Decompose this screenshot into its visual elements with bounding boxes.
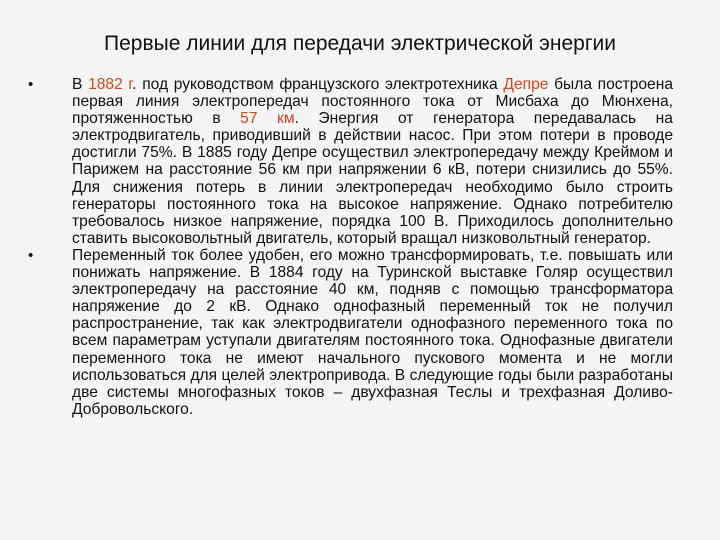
bullet-icon: •: [28, 76, 34, 93]
highlight-year: 1882 г: [88, 76, 133, 93]
list-item: [28, 76, 673, 247]
slide-title: Первые линии для передачи электрической энергии: [104, 32, 616, 55]
paragraph-text: В: [72, 76, 89, 93]
paragraph-text: . под руководством французского электротехника: [132, 76, 504, 93]
paragraph-ac-lines: Переменный ток более удобен, его можно трансформировать, т.е. повышать или понижать напряжение. В 1884 году на Туринской выставке Голяр осуществил электропередачу на расстояние 40 км, подняв с помощью трансформатора напряжение до 2 кВ. Однако однофазный переменный ток не получил распространение, так как электродвигатели однофазного переменного тока по всем параметрам уступали двигателям постоянного тока. Однофазные двигатели переменного тока не имеют начального пускового момента и не могли использоваться для целей электропривода. В следующие годы были разработаны две системы многофазных токов – двухфазная Теслы и трехфазная Доливо-Добровольского.: [72, 246, 673, 418]
paragraph-dc-lines: [72, 76, 673, 247]
highlight-distance: 57 км: [240, 110, 295, 128]
bullet-icon: •: [28, 246, 34, 264]
list-item: [28, 247, 673, 418]
paragraph-text: была построена первая линия электропередач постоянного тока от Мисбаха до Мюнхена, протяженностью в: [72, 76, 674, 128]
bullet-list: [28, 76, 673, 418]
highlight-name: Депре: [503, 76, 549, 93]
paragraph-text: . Энергия от генератора передавалась на электродвигатель, приводивший в действии насос. При этом потери в проводе достигли 75%. В 1885 году Депре осуществил электропередачу между Креймом и Парижем на расстояние 56 км при напряжении 6 кВ, потери снизились до 55%. Для снижения потерь в линии электропередач необходимо было строить генераторы постоянного тока на высокое напряжение. Однако потребителю требовалось низкое напряжение, порядка 100 В. Приходилось дополнительно ставить высоковольтный двигатель, который вращал низковольтный генератор.: [72, 110, 673, 247]
